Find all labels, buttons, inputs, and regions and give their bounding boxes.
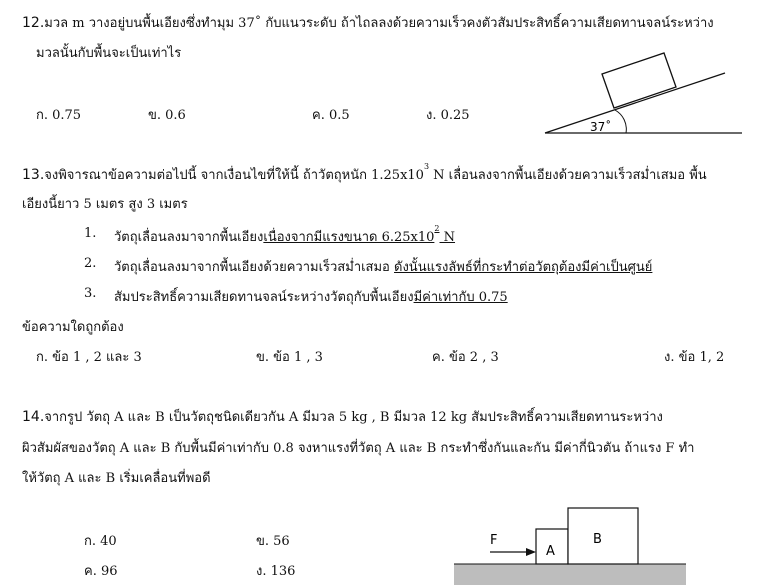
q13-option-d[interactable]: ง. ข้อ 1, 2	[664, 350, 725, 365]
q12-option-d[interactable]: ง. 0.25	[426, 108, 470, 123]
q13-line2: เอียงนี้ยาว 5 เมตร สูง 3 เมตร	[22, 197, 188, 212]
q13-question: ข้อความใดถูกต้อง	[22, 320, 124, 335]
q13-item-1-text: วัตถุเลื่อนลงมาจากพื้นเอียงเนื่องจากมีแรงขนาด $6.25x10^2$ N	[114, 224, 456, 245]
block-b	[568, 508, 638, 564]
q13-item-2-text: วัตถุเลื่อนลงมาจากพื้นเอียงด้วยความเร็วสม่ำเสมอ ดังนั้นแรงลัพธ์ที่กระทำต่อวัตถุต้องมีค่าเป็นศูนย์	[114, 260, 653, 275]
q12-number: 12.	[22, 15, 45, 31]
angle-arc	[615, 110, 626, 133]
q13-option-b[interactable]: ข. ข้อ 1 , 3	[256, 350, 323, 365]
q12-line2: มวลนั้นกับพื้นจะเป็นเท่าไร	[36, 46, 182, 61]
q14-option-c[interactable]: ค. 96	[84, 564, 118, 579]
q14-line3: ให้วัตถุ A และ B เริ่มเคลื่อนที่พอดี	[22, 471, 211, 486]
force-label: F	[490, 533, 498, 548]
q13-option-a[interactable]: ก. ข้อ 1 , 2 และ 3	[36, 350, 142, 365]
q14-line1: 14.จากรูป วัตถุ A และ B เป็นวัตถุชนิดเดียวกัน A มีมวล 5 kg , B มีมวล 12 kg สัมประสิทธิ์ความเสียดทานระหว่าง	[22, 409, 663, 425]
q14-option-a[interactable]: ก. 40	[84, 534, 117, 549]
q13-line1: 13.จงพิจารณาข้อความต่อไปนี้ จากเงื่อนไขที่ให้นี้ ถ้าวัตถุหนัก $1.25x10^3$ N เลื่อนลงจากพื้นเอียงด้วยความเร็วสม่ำเสมอ พื้น	[22, 162, 707, 183]
block-b-label: B	[593, 532, 602, 547]
q12-option-a[interactable]: ก. 0.75	[36, 108, 82, 123]
force-arrowhead	[526, 548, 536, 556]
q14-option-b[interactable]: ข. 56	[256, 534, 290, 549]
q14-number: 14.	[22, 409, 45, 425]
q12-option-b[interactable]: ข. 0.6	[148, 108, 186, 123]
q12-option-c[interactable]: ค. 0.5	[312, 108, 350, 123]
floor	[454, 564, 686, 585]
q13-option-c[interactable]: ค. ข้อ 2 , 3	[432, 350, 499, 365]
q14-option-d[interactable]: ง. 136	[256, 564, 296, 579]
q13-item-2: 2.	[84, 256, 97, 271]
q12-line1: 12.มวล m วางอยู่บนพื้นเอียงซึ่งทำมุม 37˚ กับแนวระดับ ถ้าไถลลงด้วยความเร็วคงตัวสัมประสิทธิ์ความเสียดทานจลน์ระหว่าง	[22, 15, 714, 31]
q13-item-3-text: สัมประสิทธิ์ความเสียดทานจลน์ระหว่างวัตถุกับพื้นเอียงมีค่าเท่ากับ 0.75	[114, 290, 508, 305]
block-a-label: A	[546, 544, 555, 559]
blocks-figure	[450, 500, 690, 585]
block-on-incline	[602, 53, 676, 108]
angle-label: 37˚	[590, 120, 612, 134]
q13-item-3: 3.	[84, 286, 97, 301]
q13-number: 13.	[22, 167, 45, 183]
q13-item-1: 1.	[84, 226, 97, 241]
q14-line2: ผิวสัมผัสของวัตถุ A และ B กับพื้นมีค่าเท่ากับ 0.8 จงหาแรงที่วัตถุ A และ B กระทำซึ่งกันและกัน มีค่ากี่นิวตัน ถ้าแรง F ทำ	[22, 441, 695, 456]
incline-figure	[540, 40, 750, 140]
